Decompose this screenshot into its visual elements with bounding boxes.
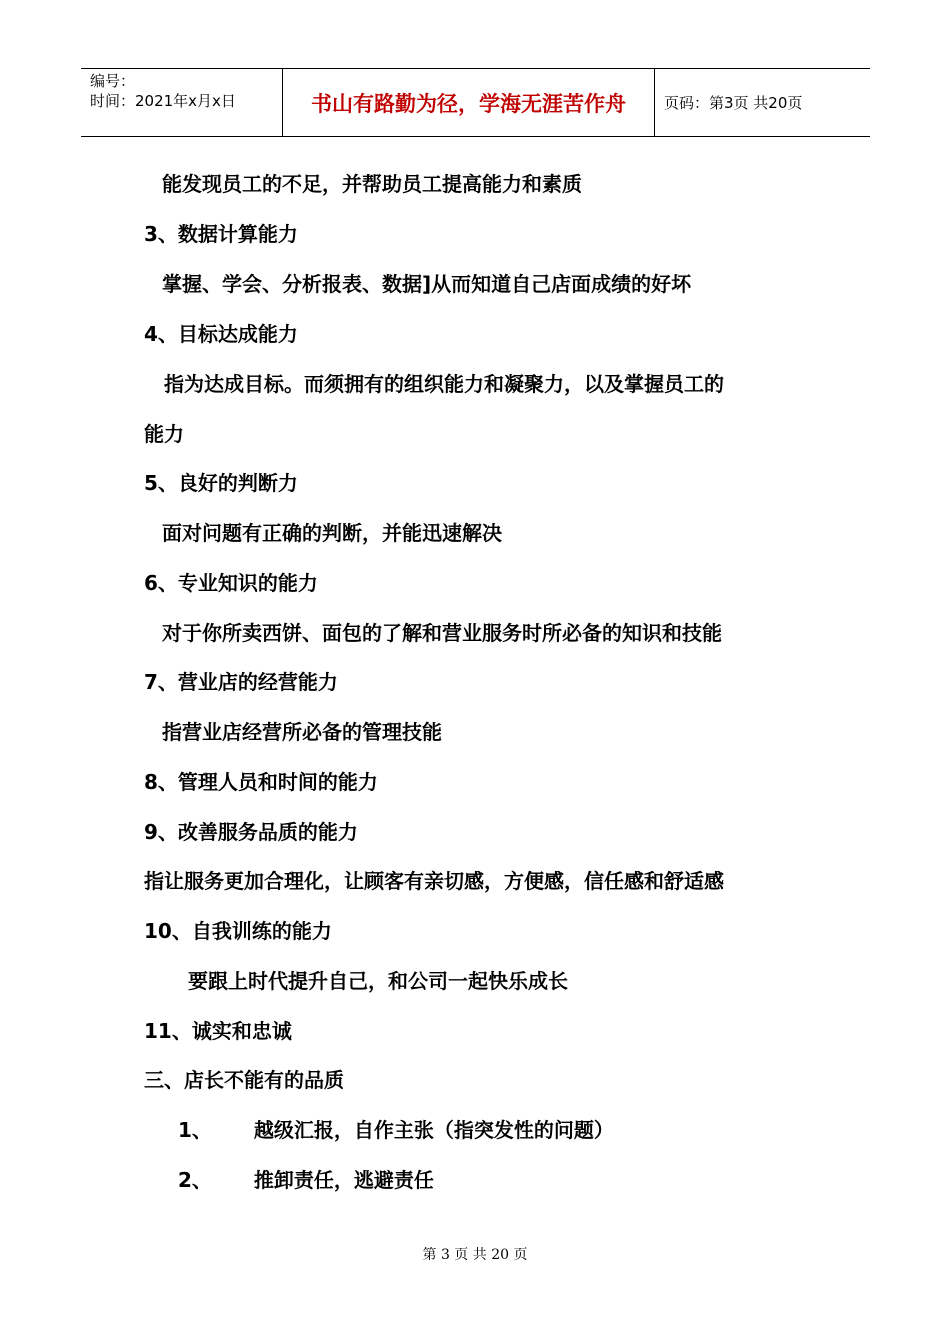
page-footer: 第 3 页 共 20 页 <box>422 1247 528 1263</box>
section-heading: 9、改善服务品质的能力 <box>144 820 358 844</box>
header-meta <box>90 71 280 111</box>
section-heading: 7、营业店的经营能力 <box>144 670 338 694</box>
list-item-text: 推卸责任，逃避责任 <box>253 1168 434 1192</box>
body-line: 指为达成目标。而须拥有的组织能力和凝聚力，以及掌握员工的 <box>164 372 724 396</box>
body-line: 要跟上时代提升自己，和公司一起快乐成长 <box>188 969 568 993</box>
body-line: 面对问题有正确的判断，并能迅速解决 <box>162 521 502 545</box>
section-heading: 6、专业知识的能力 <box>144 571 318 595</box>
body-line: 能发现员工的不足，并帮助员工提高能力和素质 <box>162 172 582 196</box>
body-line: 指让服务更加合理化，让顾客有亲切感，方便感，信任感和舒适感 <box>144 869 724 893</box>
body-line: 能力 <box>144 422 184 446</box>
section-heading: 5、良好的判断力 <box>144 471 298 495</box>
list-item <box>178 1116 614 1144</box>
list-item-number: 1、 <box>178 1118 212 1142</box>
body-line: 对于你所卖西饼、面包的了解和营业服务时所必备的知识和技能 <box>162 621 722 645</box>
list-item-text: 越级汇报，自作主张（指突发性的问题） <box>253 1118 614 1142</box>
list-item-number: 2、 <box>178 1168 212 1192</box>
section-heading: 3、数据计算能力 <box>144 222 298 246</box>
number-label: 编号： <box>90 72 136 90</box>
section-heading: 8、管理人员和时间的能力 <box>144 770 378 794</box>
list-item <box>178 1166 434 1194</box>
page-header <box>81 68 870 137</box>
body-line: 指营业店经营所必备的管理技能 <box>162 720 442 744</box>
section-heading: 11、诚实和忠诚 <box>144 1019 292 1043</box>
section-heading: 三、店长不能有的品质 <box>144 1068 344 1092</box>
date-label: 时间：2021年x月x日 <box>90 92 236 110</box>
header-page-info: 页码：第3页 共20页 <box>664 94 803 112</box>
section-heading: 4、目标达成能力 <box>144 322 298 346</box>
header-motto: 书山有路勤为径，学海无涯苦作舟 <box>311 91 626 116</box>
header-divider <box>654 69 655 136</box>
body-line: 掌握、学会、分析报表、数据]从而知道自己店面成绩的好坏 <box>162 272 692 296</box>
section-heading: 10、自我训练的能力 <box>144 919 332 943</box>
